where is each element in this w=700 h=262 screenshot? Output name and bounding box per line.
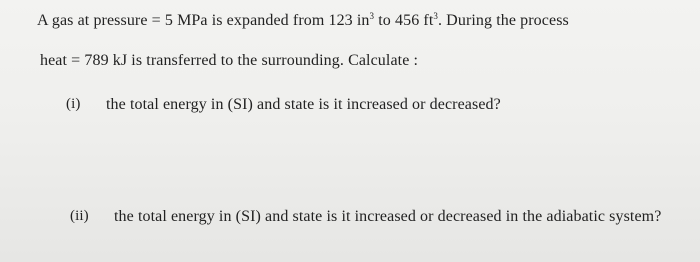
problem-statement-line-1	[37, 12, 569, 30]
statement-text-start: A gas at pressure = 5 MPa is expanded from 123 in	[37, 12, 370, 29]
statement-text-end: . During the process	[437, 12, 569, 29]
part-i-question: the total energy in (SI) and state is it increased or decreased?	[106, 96, 501, 113]
part-ii-number: (ii)	[70, 208, 89, 224]
part-i-number: (i)	[66, 96, 81, 112]
cubic-exponent-feet: 3	[433, 11, 438, 21]
cubic-exponent-inches: 3	[369, 11, 375, 21]
problem-statement-line-2: heat = 789 kJ is transferred to the surrounding. Calculate :	[40, 52, 419, 69]
statement-text-middle: to 456 ft	[374, 12, 434, 29]
part-ii-question: the total energy in (SI) and state is it increased or decreased in the adiabatic system?	[114, 208, 662, 225]
